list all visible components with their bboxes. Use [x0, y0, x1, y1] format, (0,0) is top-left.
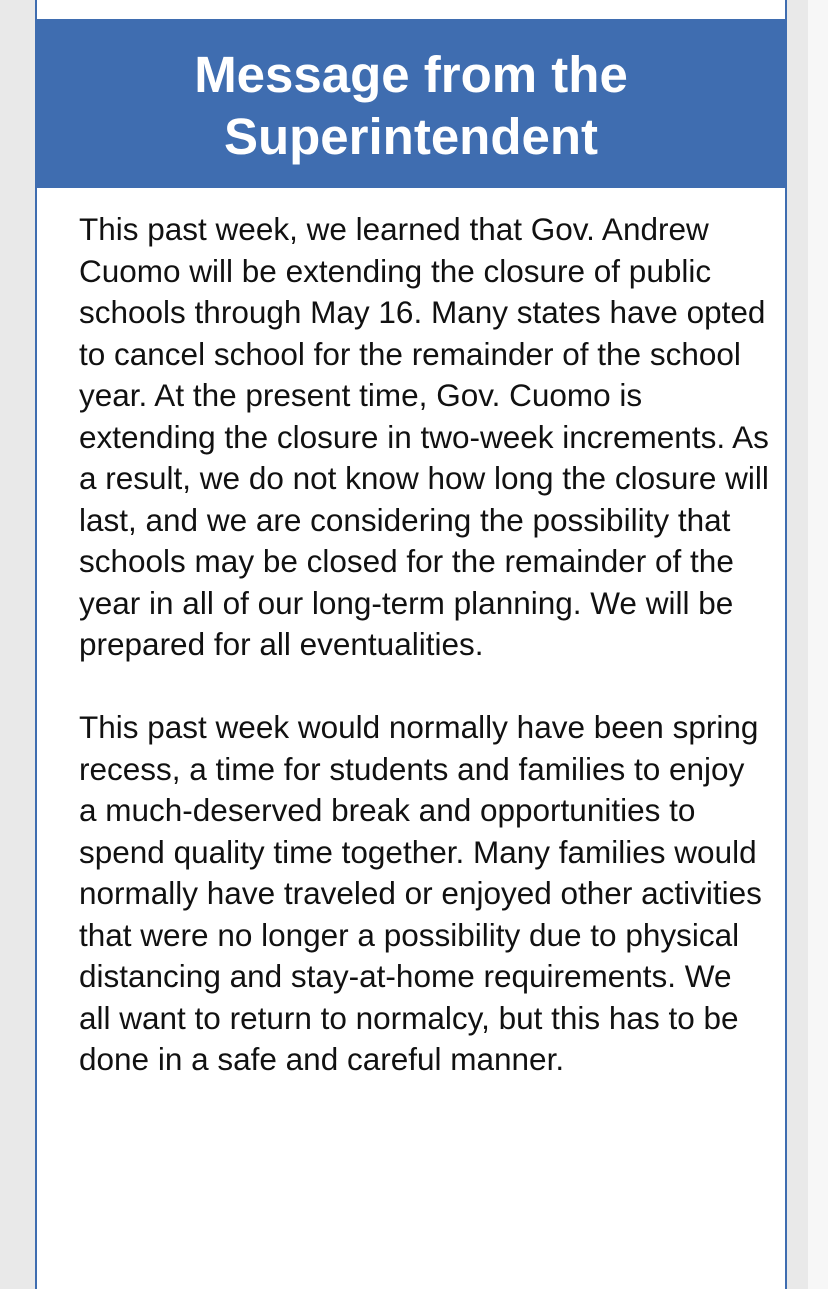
section-title: Message from the Superintendent — [194, 45, 628, 165]
page-gutter — [808, 0, 828, 1289]
newsletter-card — [35, 0, 787, 1289]
card-top-strip — [37, 0, 785, 19]
message-paragraph: This past week would normally have been spring recess, a time for students and families to enjoy a much-deserved break and opportunities to spend quality time together. Many families would normally have traveled or enjoyed other activities that were no longer a possibility due to physical distancing and stay-at-home requirements. We all want to return to normalcy, but this has to be done in a safe and careful manner. — [79, 709, 762, 1077]
section-header — [35, 19, 787, 188]
message-body — [79, 209, 769, 1122]
message-paragraph: This past week, we learned that Gov. Andrew Cuomo will be extending the closure of public schools through May 16. Many states have opted to cancel school for the remainder of the school year. At the present time, Gov. Cuomo is extending the closure in two-week increments. As a result, we do not know how long the closure will last, and we are considering the possibility that schools may be closed for the remainder of the year in all of our long-term planning. We will be prepared for all eventualities. — [79, 211, 769, 662]
